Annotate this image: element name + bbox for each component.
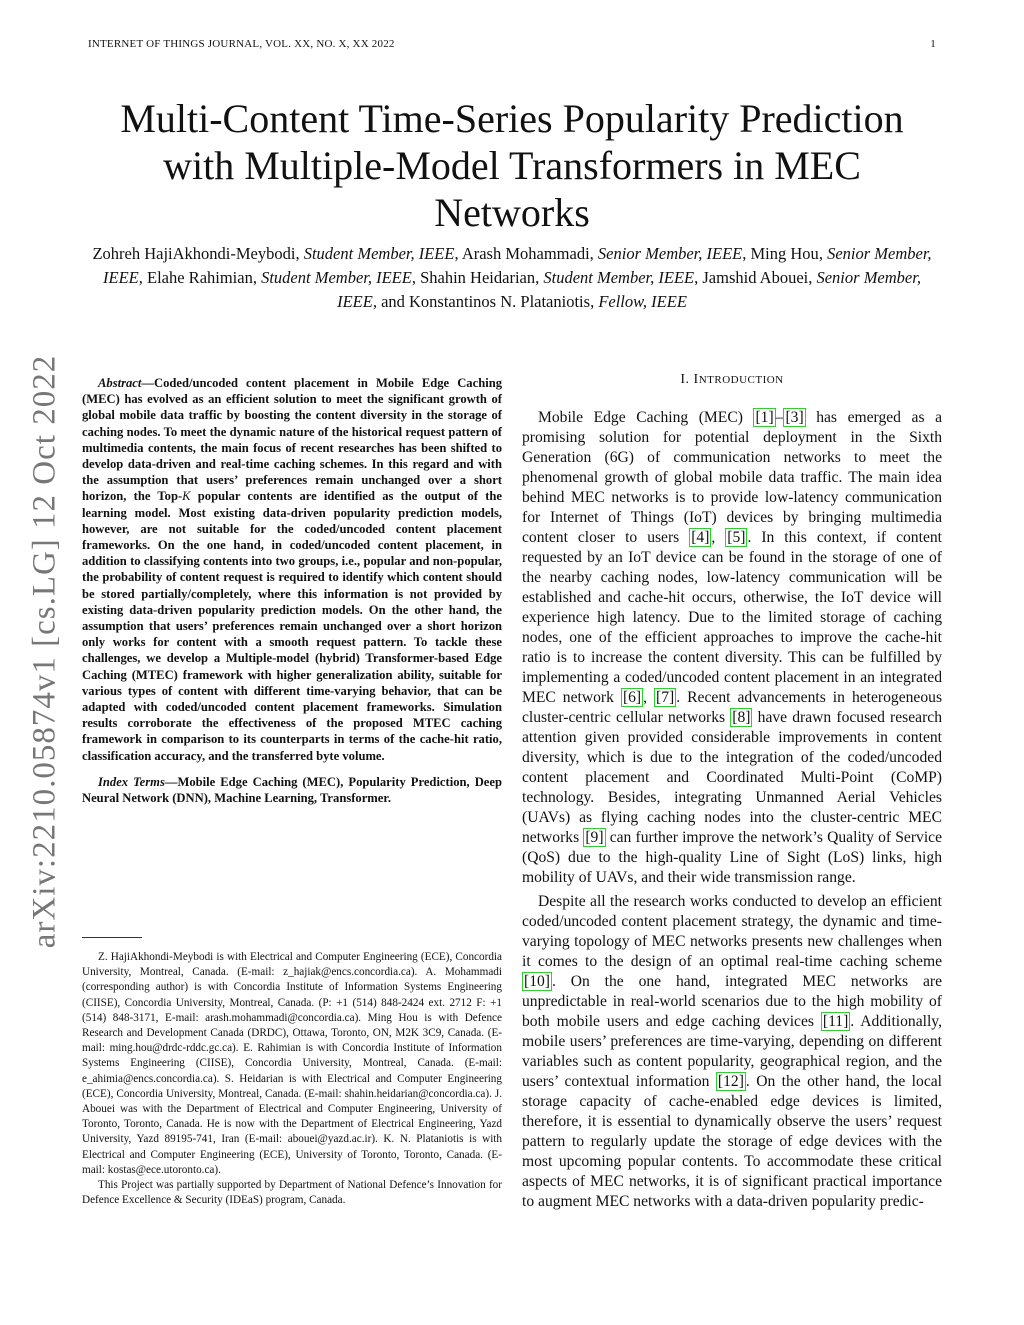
- journal-name: INTERNET OF THINGS JOURNAL, VOL. XX, NO. X, XX 2022: [88, 38, 395, 50]
- footnote-rule: [82, 937, 142, 938]
- footnote-affiliations: Z. HajiAkhondi-Meybodi is with Electrical and Computer Engineering (ECE), Concordia University, Montreal, Canada. (E-mail: z_hajiak@encs.concordia.ca). A. Mohammadi (corresponding author) is with Concordia Institute of Information Systems Engineering (CIISE), Concordia University, Montreal, Canada. (P: +1 (514) 848-2424 ext. 2712 F: +1 (514) 848-3171, E-mail: arash.mohammadi@concordia.ca). Ming Hou is with Defence Research and Development Canada (DRDC), Ottawa, Toronto, ON, M2K 3C9, Canada. (E-mail: ming.hou@drdc-rddc.gc.ca). E. Rahimian is with Concordia Institute of Information Systems Engineering (CIISE), Concordia University, Montreal, Canada. (E-mail: e_ahimia@encs.concordia.ca). S. Heidarian is with Electrical and Computer Engineering (ECE), Concordia University, Montreal, Canada. (E-mail: shahin.heidarian@concordia.ca). J. Abouei was with the Department of Electrical and Computer Engineering, University of Toronto, Toronto, Canada. He is now with the Department of Electrical Engineering, Yazd University, Yazd 89195-741, Iran (E-mail: abouei@yazd.ac.ir). K. N. Plataniotis is with Electrical and Computer Engineering (ECE), University of Toronto, Toronto, Canada. (E-mail: kostas@ece.utoronto.ca).: [82, 951, 502, 1176]
- section-heading: [522, 372, 942, 388]
- author-role: Fellow, IEEE: [598, 292, 687, 311]
- index-terms-label: Index Terms: [98, 774, 165, 789]
- author-role: Senior Member, IEEE: [597, 244, 743, 263]
- citation-link[interactable]: [9]: [585, 829, 604, 846]
- arxiv-stamp: arXiv:2210.05874v1 [cs.LG] 12 Oct 2022: [26, 354, 63, 949]
- author-name: Konstantinos N. Plataniotis: [409, 292, 591, 311]
- paper-title: Multi-Content Time-Series Popularity Prediction with Multiple-Model Transformers in MEC Networks: [120, 96, 904, 235]
- index-terms-text: Mobile Edge Caching (MEC), Popularity Prediction, Deep Neural Network (DNN), Machine Learning, Transformer.: [82, 774, 502, 806]
- section-title-initial: I: [693, 372, 699, 387]
- left-column: [82, 375, 502, 806]
- author-name: Jamshid Abouei: [702, 268, 809, 287]
- section-title-rest: NTRODUCTION: [698, 374, 784, 386]
- citation-link[interactable]: [4]: [691, 529, 710, 546]
- citation-link[interactable]: [3]: [785, 409, 804, 426]
- citation-link[interactable]: [12]: [717, 1073, 744, 1090]
- body-paragraph: Mobile Edge Caching (MEC) [1] – [3] has emerged as a promising solution for potential deployment in the Sixth Generation (6G) of communication networks to meet the phenomenal growth of global mobile data traffic. The main idea behind MEC networks is to provide low-latency communication for Internet of Things (IoT) devices by bringing multimedia content closer to users [4] , [5] . In this context, if content requested by an IoT device can be found in the storage of one of the nearby caching nodes, low-latency communication will be established and cache-hit occurs, otherwise, the IoT device will experience high latency. Due to the limited storage of caching nodes, one of the efficient approaches to improve the cache-hit ratio is to increase the content diversity. This can be fulfilled by implementing a coded/uncoded content placement in an integrated MEC network [6] , [7] . Recent advancements in heterogeneous cluster-centric cellular networks [8] have drawn focused research attention given provided considerable improvements in content diversity, which is due to the integration of the coded/uncoded content placement and Coordinated Multi-Point (CoMP) technology. Besides, integrating Unmanned Aerial Vehicles (UAVs) as flying caching nodes into the cluster-centric MEC networks [9] can further improve the network’s Quality of Service (QoS) due to the high-quality Line of Sight (LoS) links, high mobility of UAVs, and their wide transmission range.: [522, 409, 943, 886]
- abstract: Abstract—Coded/uncoded content placement in Mobile Edge Caching (MEC) has evolved as an efficient solution to meet the significant growth of global mobile data traffic by boosting the content diversity in the storage of caching nodes. To meet the dynamic nature of the historical request pattern of multimedia contents, the main focus of recent researches has been shifted to develop data-driven and real-time caching schemes. In this regard and with the assumption that users’ preferences remain unchanged over a short horizon, the Top-K popular contents are identified as the output of the learning model. Most existing data-driven popularity prediction models, however, are not suitable for the coded/uncoded content placement frameworks. On the one hand, in coded/uncoded content placement, in addition to classifying contents into two groups, i.e., popular and non-popular, the probability of content request is required to identify which content should be stored partially/completely, where this information is not provided by existing data-driven popularity prediction models. On the other hand, the assumption that users’ preferences remain unchanged over a short horizon only works for content with a smooth request pattern. To tackle these challenges, we develop a Multiple-model (hybrid) Transformer-based Edge Caching (MTEC) framework with higher generalization ability, suitable for various types of content with different time-varying behavior, that can be adapted with coded/uncoded content placement frameworks. Simulation results corroborate the effectiveness of the proposed MTEC caching framework in comparison to its counterparts in terms of the cache-hit ratio, classification accuracy, and the transferred byte volume.: [82, 376, 502, 763]
- author-role: Senior Member, IEEE: [337, 268, 921, 311]
- page-number: 1: [930, 38, 936, 50]
- section-body: [522, 408, 942, 1212]
- author-name: Ming Hou: [750, 244, 819, 263]
- author-list: Zohreh HajiAkhondi-Meybodi, Student Member, IEEE, Arash Mohammadi, Senior Member, IEEE, Ming Hou, Senior Member, IEEE, Elahe Rahimian, Student Member, IEEE, Shahin Heidarian, Student Member, IEEE, Jamshid Abouei, Senior Member, IEEE, and Konstantinos N. Plataniotis, Fellow, IEEE: [92, 244, 932, 311]
- author-name: Arash Mohammadi: [461, 244, 590, 263]
- author-role: Student Member, IEEE: [303, 244, 455, 263]
- index-terms: Index Terms—Mobile Edge Caching (MEC), Popularity Prediction, Deep Neural Network (DNN), Machine Learning, Transformer.: [82, 774, 502, 806]
- citation-link[interactable]: [1]: [755, 409, 774, 426]
- citation-link[interactable]: [7]: [656, 689, 675, 706]
- footnote: [82, 950, 502, 1208]
- author-name: Elahe Rahimian: [147, 268, 253, 287]
- abstract-label: Abstract: [98, 376, 142, 390]
- author-name: Shahin Heidarian: [420, 268, 536, 287]
- running-header: [88, 38, 936, 50]
- footnote-funding: This Project was partially supported by Department of National Defence’s Innovation for Defence Excellence & Security (IDEaS) program, Canada.: [82, 1179, 502, 1207]
- author-role: Senior Member, IEEE: [103, 244, 932, 287]
- author-role: Student Member, IEEE: [543, 268, 695, 287]
- citation-link[interactable]: [6]: [622, 689, 642, 706]
- citation-link[interactable]: [5]: [727, 529, 746, 546]
- citation-link[interactable]: [8]: [732, 709, 751, 726]
- math-k: K: [182, 489, 191, 504]
- section-number: I.: [680, 372, 694, 387]
- citation-link[interactable]: [11]: [822, 1013, 849, 1030]
- right-column: [522, 370, 942, 1212]
- abstract-text: Coded/uncoded content placement in Mobile Edge Caching (MEC) has evolved as an efficient solution to meet the significant growth of global mobile data traffic by boosting the content diversity in the storage of caching nodes. To meet the dynamic nature of the historical request pattern of multimedia contents, the main focus of recent researches has been shifted to develop data-driven and real-time caching schemes. In this regard and with the assumption that users’ preferences remain unchanged over a short horizon, the Top-K popular contents are identified as the output of the learning model. Most existing data-driven popularity prediction models, however, are not suitable for the coded/uncoded content placement frameworks. On the one hand, in coded/uncoded content placement, in addition to classifying contents into two groups, i.e., popular and non-popular, the probability of content request is required to identify which content should be stored partially/completely, where this information is not provided by existing data-driven popularity prediction models. On the other hand, the assumption that users’ preferences remain unchanged over a short horizon only works for content with a smooth request pattern. To tackle these challenges, we develop a Multiple-model (hybrid) Transformer-based Edge Caching (MTEC) framework with higher generalization ability, suitable for various types of content with different time-varying behavior, that can be adapted with coded/uncoded content placement frameworks. Simulation results corroborate the effectiveness of the proposed MTEC caching framework in comparison to its counterparts in terms of the cache-hit ratio, classification accuracy, and the transferred byte volume.: [82, 376, 502, 763]
- citation-link[interactable]: [10]: [524, 973, 550, 990]
- author-name: Zohreh HajiAkhondi-Meybodi: [92, 244, 296, 263]
- body-paragraph: Despite all the research works conducted to develop an efficient coded/uncoded content placement strategy, the dynamic and time-varying topology of MEC networks presents new challenges when it comes to the design of an optimal real-time caching scheme [10] . On the one hand, integrated MEC networks are unpredictable in real-world scenarios due to the high mobility of both mobile users and edge caching devices [11] . Additionally, mobile users’ preferences are time-varying, depending on different variables such as content popularity, geographical region, and the users’ contextual information [12] . On the other hand, the local storage capacity of cache-enabled edge devices is limited, therefore, it is essential to dynamically observe the users’ request pattern to regularly update the storage of edge devices with the most upcoming popular contents. To accommodate these critical aspects of MEC networks, it is of significant practical importance to augment MEC networks with a data-driven popularity predic-: [522, 893, 942, 1210]
- author-role: Student Member, IEEE: [261, 268, 412, 287]
